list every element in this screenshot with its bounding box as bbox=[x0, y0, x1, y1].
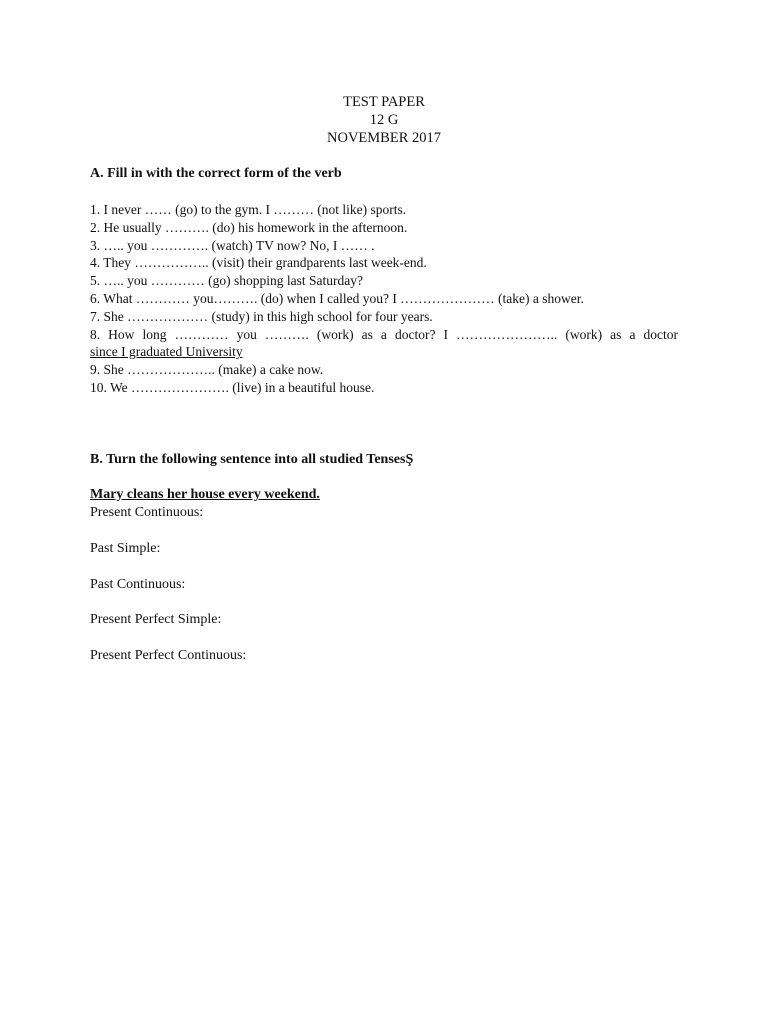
section-a-exercise-list bbox=[90, 201, 690, 397]
exercise-item-8-continuation: since I graduated University bbox=[90, 344, 243, 360]
exercise-item-7: 7. She ……………… (study) in this high school for four years. bbox=[90, 308, 433, 324]
tense-label-present-perfect-continuous: Present Perfect Continuous: bbox=[90, 648, 247, 663]
exercise-item-8: 8. How long ………… you ………. (work) as a doctor? I ………………….. (work) as a doctor bbox=[90, 326, 678, 342]
exercise-item-3: 3. ….. you …………. (watch) TV now? No, I …… . bbox=[90, 237, 375, 253]
exercise-item-10: 10. We …………………. (live) in a beautiful house. bbox=[90, 379, 375, 395]
exercise-item-5: 5. ….. you ………… (go) shopping last Saturday? bbox=[90, 273, 363, 289]
model-sentence: Mary cleans her house every weekend. bbox=[90, 487, 320, 502]
paper-title: TEST PAPER bbox=[343, 94, 425, 110]
section-b-heading-text: B. Turn the following sentence into all studied Tenses bbox=[90, 452, 406, 467]
section-b-heading-mark: Ş bbox=[405, 452, 414, 467]
tense-label-past-simple: Past Simple: bbox=[90, 541, 161, 556]
tense-label-present-continuous: Present Continuous: bbox=[90, 505, 204, 520]
paper-class: 12 G bbox=[369, 112, 399, 128]
exercise-item-1: 1. I never …… (go) to the gym. I ……… (not like) sports. bbox=[90, 202, 407, 217]
exercise-item-4: 4. They …………….. (visit) their grandparents last week-end. bbox=[90, 255, 427, 271]
tense-label-past-continuous: Past Continuous: bbox=[90, 577, 186, 592]
exercise-item-2: 2. He usually ………. (do) his homework in the afternoon. bbox=[90, 219, 408, 235]
section-b-heading bbox=[90, 451, 413, 469]
section-a-heading: A. Fill in with the correct form of the verb bbox=[90, 166, 342, 181]
exercise-item-6: 6. What ………… you………. (do) when I called you? I ………………… (take) a shower. bbox=[90, 290, 584, 306]
tense-label-present-perfect-simple: Present Perfect Simple: bbox=[90, 612, 222, 627]
paper-date: NOVEMBER 2017 bbox=[327, 130, 441, 146]
exercise-item-9: 9. She ……………….. (make) a cake now. bbox=[90, 362, 324, 378]
